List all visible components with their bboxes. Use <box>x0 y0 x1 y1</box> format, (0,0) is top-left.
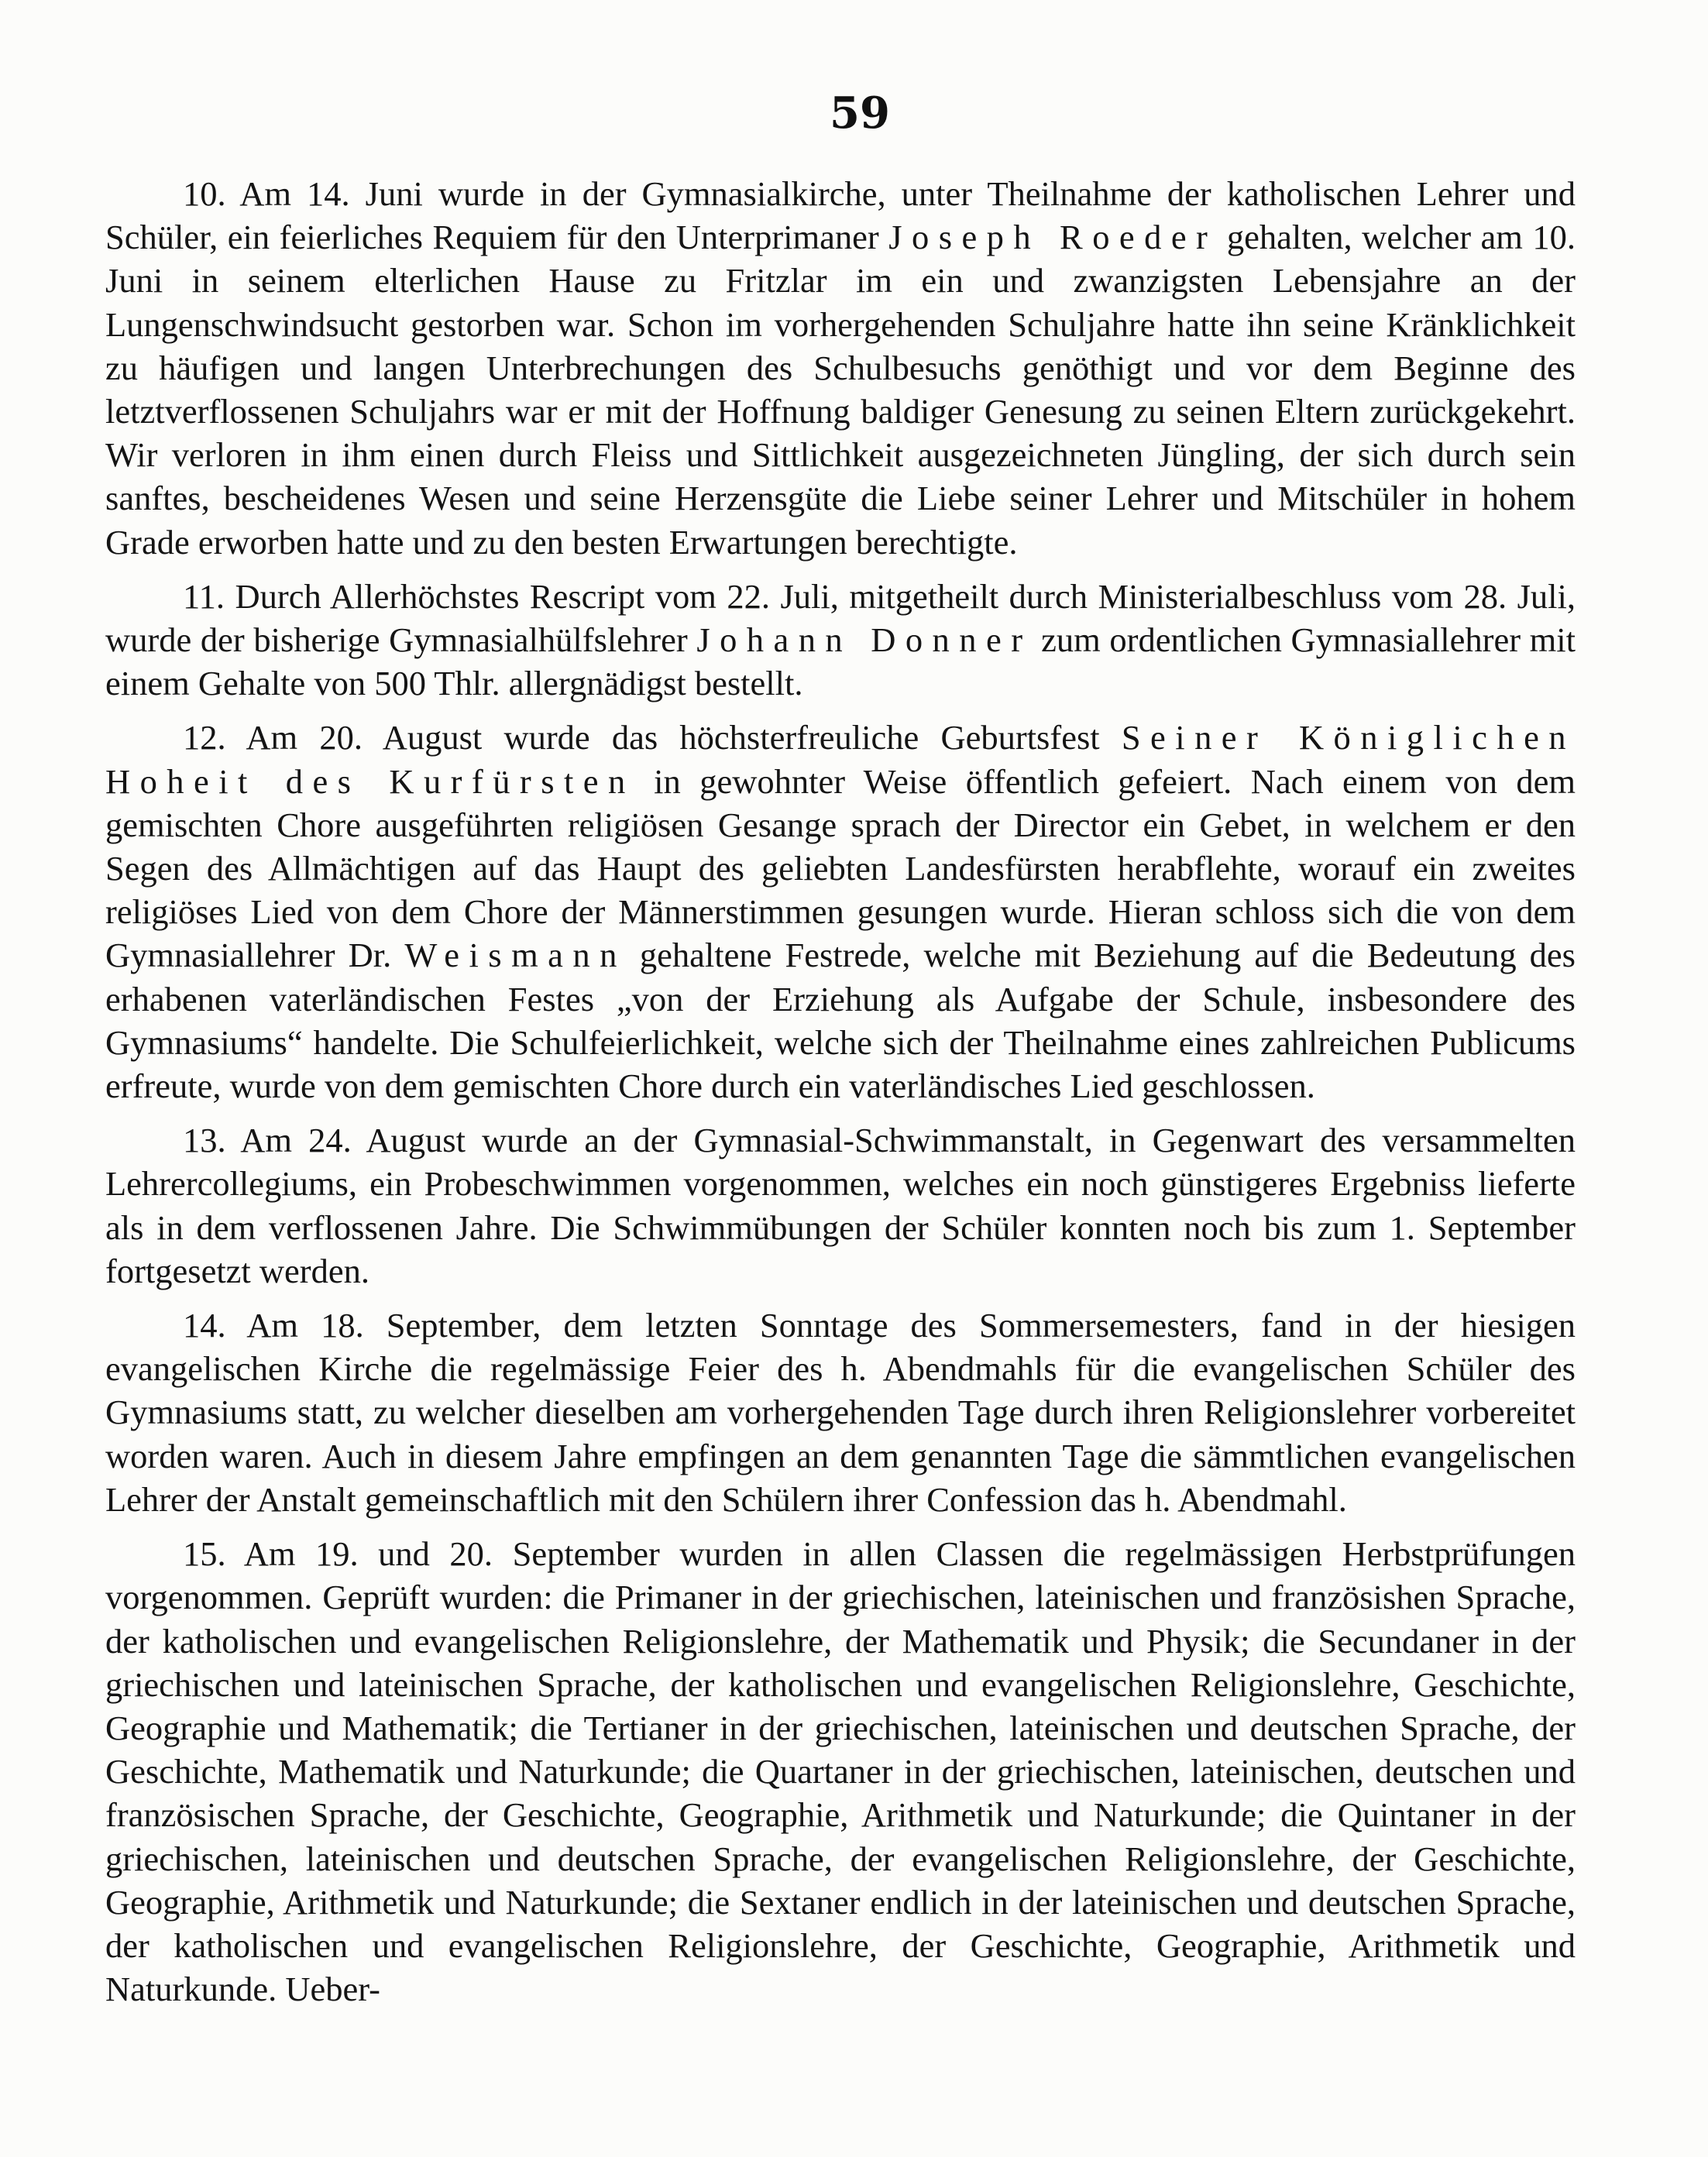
page-number: 59 <box>830 88 890 139</box>
spaced-name: Joseph Roeder <box>888 218 1218 257</box>
paragraph-text: Am 18. September, dem letzten Sonntage des Sommersemesters, fand in der hiesigen evangelischen Kirche die regelmässige Feier des h. Abendmahls für die evangelischen Schüler des Gymnasiums statt, zu welcher dieselben am vorhergehenden Tage durch ihren Religionslehrer vorbereitet worden waren. Auch in diesem Jahre empfingen an dem genannten Tage die sämmtlichen evangelischen Lehrer der Anstalt gemeinschaftlich mit den Schülern ihrer Confession das h. Abendmahl. <box>105 1306 1576 1519</box>
paragraph-number: 11. <box>183 576 225 616</box>
paragraph-text: in gewohnter Weise öffentlich gefeiert. Nach einem von dem gemischten Chore ausgeführten religiösen Gesange sprach der Director ein Gebet, in welchem er den Segen des Allmächtigen auf das Haupt des geliebten Landesfürsten herabflehte, worauf ein zweites religiöses Lied von dem Chore der Männerstimmen gesungen wurde. Hieran schloss sich die von dem Gymnasiallehrer Dr. <box>105 761 1576 975</box>
paragraph-11 <box>105 575 1576 706</box>
paragraph-10 <box>105 172 1576 564</box>
spaced-name: Weismann <box>404 936 627 975</box>
paragraph-text: Am 19. und 20. September wurden in allen Classen die regelmässigen Herbstprüfungen vorgenommen. Geprüft wurden: die Primaner in der griechischen, lateinischen und französishen Sprache, der katholischen und evangelischen Religionslehre, der Mathematik und Physik; die Secundaner in der griechischen und lateinischen Sprache, der katholischen und evangelischen Religionslehre, Geschichte, Geographie und Mathematik; die Tertianer in der griechischen, lateinischen und deutschen Sprache, der Geschichte, Mathematik und Naturkunde; die Quartaner in der griechischen, lateinischen, deutschen und französischen Sprache, der Geschichte, Geographie, Arithmetik und Naturkunde; die Quintaner in der griechischen, lateinischen und deutschen Sprache, der evangelischen Religionslehre, der Geschichte, Geographie, Arithmetik und Naturkunde; die Sextaner endlich in der lateinischen und deutschen Sprache, der katholischen und evangelischen Religionslehre, der Geschichte, Geographie, Arithmetik und Naturkunde. Ueber- <box>105 1534 1576 2009</box>
paragraph-number: 13. <box>183 1121 226 1160</box>
page-body <box>105 172 1576 2021</box>
paragraph-15 <box>105 1532 1576 2011</box>
paragraph-text: zum ordentlichen Gymnasiallehrer mit einem Gehalte von 500 Thlr. allergnädigst bestellt. <box>105 620 1576 703</box>
paragraph-number: 10. <box>183 174 226 213</box>
paragraph-14 <box>105 1303 1576 1521</box>
paragraph-13 <box>105 1118 1576 1293</box>
spaced-title: Seiner Königlichen Hoheit des Kurfürsten <box>105 718 1576 801</box>
paragraph-12 <box>105 716 1576 1108</box>
paragraph-number: 12. <box>183 718 226 757</box>
paragraph-text: gehalten, welcher am 10. Juni in seinem elterlichen Hause zu Fritzlar im ein und zwanzigsten Lebensjahre an der Lungenschwindsucht gestorben war. Schon im vorhergehenden Schuljahre hatte ihn seine Kränklichkeit zu häufigen und langen Unterbrechungen des Schulbesuchs genöthigt und vor dem Beginne des letztverflossenen Schuljahrs war er mit der Hoffnung baldiger Genesung zu seinen Eltern zurückgekehrt. Wir verloren in ihm einen durch Fleiss und Sittlichkeit ausgezeichneten Jüngling, der sich durch sein sanftes, bescheidenes Wesen und seine Herzensgüte die Liebe seiner Lehrer und Mitschüler in hohem Grade erworben hatte und zu den besten Erwartungen berechtigte. <box>105 218 1576 562</box>
paragraph-number: 14. <box>183 1306 226 1345</box>
paragraph-number: 15. <box>183 1534 226 1574</box>
paragraph-text: Am 20. August wurde das höchsterfreuliche Geburtsfest <box>246 718 1122 757</box>
paragraph-text: gehaltene Festrede, welche mit Beziehung auf die Bedeutung des erhabenen vaterländischen Festes „von der Erziehung als Aufgabe der Schule, insbesondere des Gymnasiums“ handelte. Die Schulfeierlichkeit, welche sich der Theilnahme eines zahlreichen Publicums erfreute, wurde von dem gemischten Chore durch ein vaterländisches Lied geschlossen. <box>105 936 1576 1106</box>
spaced-name: Johann Donner <box>696 620 1033 660</box>
paragraph-text: Am 14. Juni wurde in der Gymnasialkirche, unter Theilnahme der katholischen Lehrer und Schüler, ein feierliches Requiem für den Unterprimaner <box>105 174 1576 257</box>
paragraph-text: Durch Allerhöchstes Rescript vom 22. Juli, mitgetheilt durch Ministerialbeschluss vom 28. Juli, wurde der bisherige Gymnasialhülfslehrer <box>105 576 1576 660</box>
paragraph-text: Am 24. August wurde an der Gymnasial-Schwimmanstalt, in Gegenwart des versammelten Lehrercollegiums, ein Probeschwimmen vorgenommen, welches ein noch günstigeres Ergebniss lieferte als in dem verflossenen Jahre. Die Schwimmübungen der Schüler konnten noch bis zum 1. September fortgesetzt werden. <box>105 1121 1576 1290</box>
